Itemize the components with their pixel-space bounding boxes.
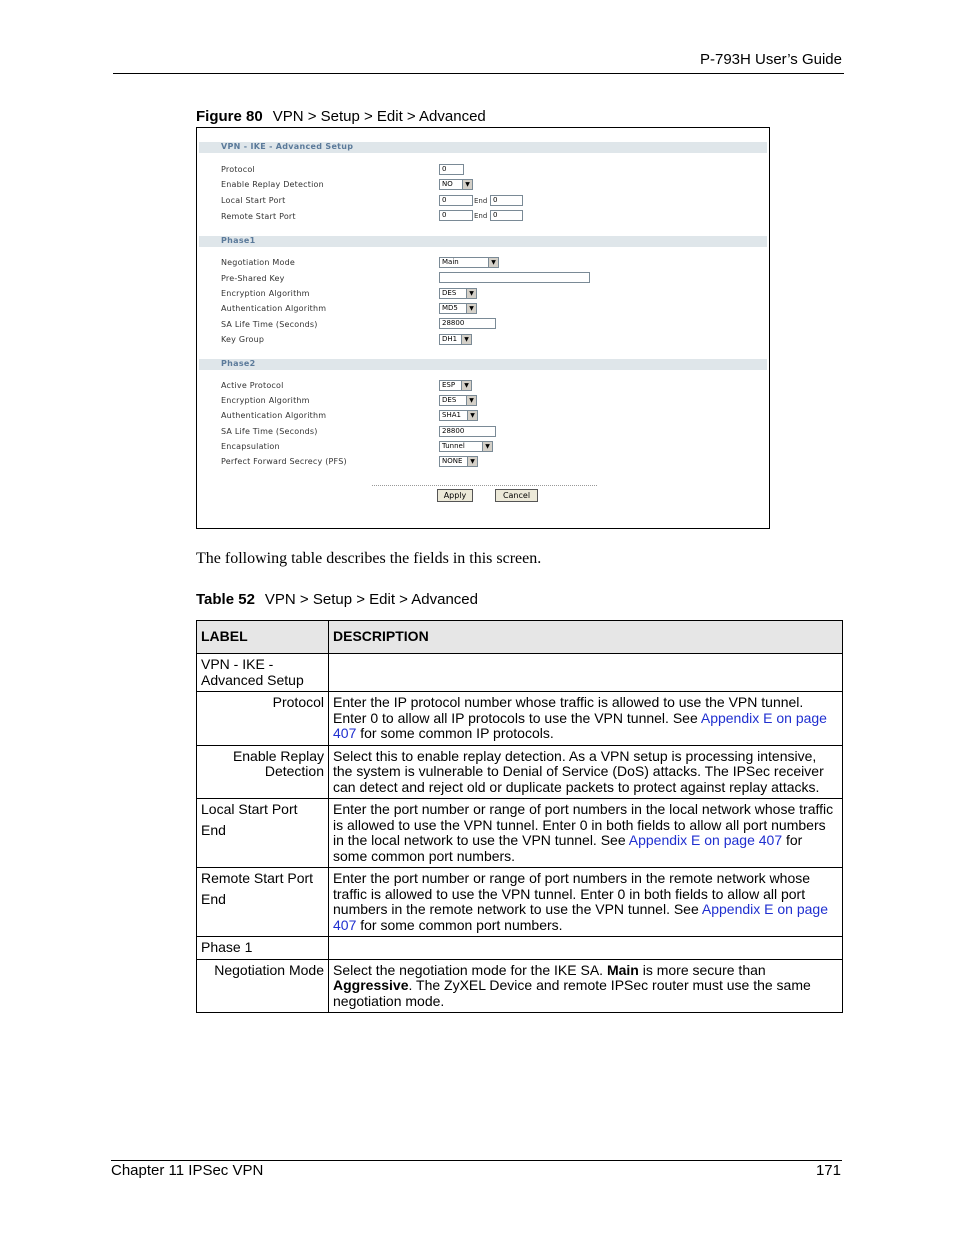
row-label: [197, 799, 329, 868]
section-bar-phase2: [199, 359, 767, 370]
row-description: [329, 868, 843, 937]
bold-term: Aggressive: [333, 977, 409, 993]
row-description: [329, 959, 843, 1013]
row-label: Negotiation Mode: [197, 959, 329, 1013]
row-label: Enable Replay Detection: [197, 745, 329, 799]
active-proto-value: ESP: [442, 381, 456, 389]
keygroup-value: DH1: [442, 335, 458, 343]
section-title-phase1: Phase1: [221, 236, 256, 245]
pfs-value: NONE: [442, 457, 463, 465]
description-text: . The ZyXEL Device and remote IPSec router must use the same negotiation mode.: [333, 977, 811, 1009]
appendix-link[interactable]: Appendix E on page 407: [333, 709, 827, 741]
row-label: Phase 1: [197, 937, 329, 960]
p2-life-input[interactable]: 28800: [439, 426, 496, 437]
section-title-phase2: Phase2: [221, 359, 256, 368]
pfs-label: Perfect Forward Secrecy (PFS): [221, 457, 347, 466]
section-bar-phase1: [199, 236, 767, 247]
remote-end-port-input[interactable]: 0: [490, 210, 523, 221]
neg-mode-label: Negotiation Mode: [221, 258, 296, 267]
description-table: [196, 620, 843, 1013]
table-row: [197, 692, 843, 746]
row-label: Protocol: [197, 692, 329, 746]
encap-label: Encapsulation: [221, 442, 280, 451]
protocol-label: Protocol: [221, 165, 255, 174]
label-column-header: LABEL: [197, 621, 329, 654]
keygroup-label: Key Group: [221, 335, 265, 344]
keygroup-select[interactable]: [439, 334, 472, 345]
dropdown-arrow-icon: ▼: [467, 411, 477, 420]
section-title-ike: VPN - IKE - Advanced Setup: [221, 142, 354, 151]
header-rule: [113, 73, 844, 74]
page-number: 171: [815, 1162, 841, 1179]
replay-select[interactable]: [439, 179, 473, 190]
table-row: [197, 868, 843, 937]
p1-auth-select[interactable]: [439, 303, 477, 314]
dropdown-arrow-icon: ▼: [466, 304, 476, 313]
local-end-label: End: [474, 197, 488, 205]
table-row: [197, 799, 843, 868]
remote-end-label: End: [474, 212, 488, 220]
encap-select[interactable]: [439, 441, 493, 452]
neg-mode-value: Main: [442, 258, 459, 266]
p2-auth-select[interactable]: [439, 410, 478, 421]
dropdown-arrow-icon: ▼: [462, 180, 472, 189]
row-description: Select this to enable replay detection. As a VPN setup is processing intensive, the system is vulnerable to Denial of Service (DoS) attacks. The IPSec receiver can detect and reject old or duplicate packets to protect against replay attacks.: [329, 745, 843, 799]
p1-enc-label: Encryption Algorithm: [221, 289, 310, 298]
psk-label: Pre-Shared Key: [221, 274, 285, 283]
chapter-title: Chapter 11 IPSec VPN: [111, 1162, 264, 1179]
remote-port-label: Remote Start Port: [221, 212, 296, 221]
local-end-port-input[interactable]: 0: [490, 195, 523, 206]
guide-title: P-793H User’s Guide: [699, 51, 842, 68]
local-port-label: Local Start Port: [221, 196, 286, 205]
appendix-link[interactable]: Appendix E on page 407: [333, 901, 828, 933]
row-description: [329, 799, 843, 868]
neg-mode-select[interactable]: [439, 257, 499, 268]
figure-caption: [196, 108, 486, 125]
table-row: [197, 959, 843, 1013]
p2-auth-label: Authentication Algorithm: [221, 411, 327, 420]
p2-life-label: SA Life Time (Seconds): [221, 427, 318, 436]
dropdown-arrow-icon: ▼: [466, 396, 476, 405]
row-description: [329, 692, 843, 746]
label-line: End: [201, 821, 226, 838]
dropdown-arrow-icon: ▼: [461, 335, 471, 344]
figure-title: VPN > Setup > Edit > Advanced: [272, 108, 486, 125]
local-start-port-input[interactable]: 0: [439, 195, 473, 206]
active-proto-label: Active Protocol: [221, 381, 284, 390]
row-label: [197, 868, 329, 937]
description-text: Enter the port number or range of port numbers in the local network whose traffic is allowed to use the VPN tunnel. Enter 0 in both fields to allow all port numbers in the local network to use the VPN tunnel. See: [333, 801, 834, 848]
dropdown-arrow-icon: ▼: [466, 289, 476, 298]
description-text: is more secure than: [638, 961, 766, 978]
replay-label: Enable Replay Detection: [221, 180, 324, 189]
p2-enc-select[interactable]: [439, 395, 477, 406]
appendix-link[interactable]: Appendix E on page 407: [628, 832, 783, 848]
p2-enc-label: Encryption Algorithm: [221, 396, 310, 405]
dropdown-arrow-icon: ▼: [467, 457, 477, 466]
label-line: End: [201, 890, 226, 907]
p2-auth-value: SHA1: [442, 411, 461, 419]
p1-life-label: SA Life Time (Seconds): [221, 320, 318, 329]
p1-auth-label: Authentication Algorithm: [221, 304, 327, 313]
row-label: VPN - IKE - Advanced Setup: [197, 654, 329, 692]
row-description: [329, 654, 843, 692]
bold-term: Main: [606, 961, 639, 978]
intro-paragraph: The following table describes the fields in this screen.: [196, 550, 542, 567]
figure-number: Figure 80: [196, 108, 263, 125]
protocol-input[interactable]: 0: [439, 164, 464, 175]
description-text: Select the negotiation mode for the IKE SA.: [333, 961, 607, 978]
cancel-button[interactable]: Cancel: [495, 489, 538, 502]
dropdown-arrow-icon: ▼: [482, 442, 492, 451]
description-text: for some common port numbers.: [333, 832, 803, 864]
apply-button[interactable]: Apply: [437, 489, 473, 502]
table-caption: [196, 591, 478, 608]
dropdown-arrow-icon: ▼: [461, 381, 471, 390]
table-row: [197, 654, 843, 692]
p2-enc-value: DES: [442, 396, 457, 404]
description-text: for some common port numbers.: [356, 916, 563, 933]
table-header-row: [197, 621, 843, 654]
table-number: Table 52: [196, 591, 255, 608]
p1-enc-value: DES: [442, 289, 457, 297]
table-row: [197, 937, 843, 960]
p1-auth-value: MD5: [442, 304, 458, 312]
description-text: Enter the IP protocol number whose traffic is allowed to use the VPN tunnel. Enter 0 to allow all IP protocols to use the VPN tunnel. See: [333, 694, 804, 726]
dropdown-arrow-icon: ▼: [488, 258, 498, 267]
p1-life-input[interactable]: 28800: [439, 318, 496, 329]
p1-enc-select[interactable]: [439, 288, 477, 299]
footer-rule: [111, 1160, 842, 1161]
description-text: for some common IP protocols.: [356, 725, 554, 741]
screenshot-panel: [196, 127, 770, 529]
divider: [372, 485, 597, 486]
replay-value: NO: [442, 180, 453, 188]
description-text: Enter the port number or range of port numbers in the remote network whose traffic is allowed to use the VPN tunnel. Enter 0 in both fields to allow all port numbers in the remote network to use the VPN tunnel. See: [333, 870, 811, 917]
remote-start-port-input[interactable]: 0: [439, 210, 473, 221]
description-column-header: DESCRIPTION: [329, 621, 843, 654]
table-row: [197, 745, 843, 799]
row-description: [329, 937, 843, 960]
active-proto-select[interactable]: [439, 380, 472, 391]
table-title: VPN > Setup > Edit > Advanced: [264, 591, 478, 608]
label-line: Local Start Port: [201, 801, 298, 817]
psk-input[interactable]: [439, 272, 590, 283]
encap-value: Tunnel: [442, 442, 465, 450]
pfs-select[interactable]: [439, 456, 478, 467]
label-line: Remote Start Port: [201, 870, 314, 886]
